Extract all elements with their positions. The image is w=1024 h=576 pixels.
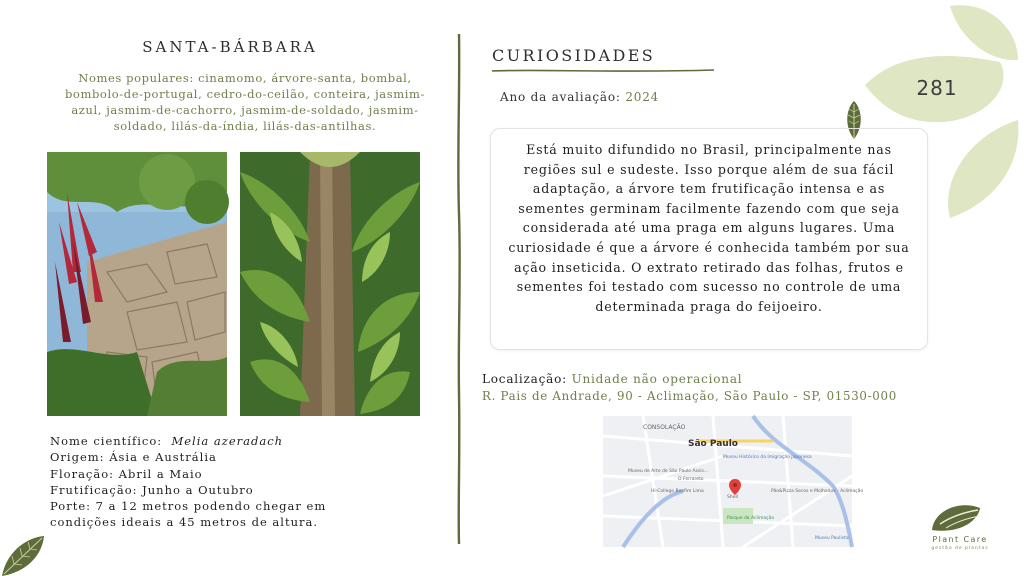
scientific-name-label: Nome científico: — [50, 434, 163, 448]
heading-underline — [492, 68, 714, 74]
plant-care-logo-icon — [920, 500, 1000, 552]
origin-row: Origem: Ásia e Austrália — [50, 450, 217, 465]
size-row: Porte: 7 a 12 metros podendo chegar em condições ideais a 45 metros de altura. — [50, 499, 327, 530]
flowering-row: Floração: Abril a Maio — [50, 466, 203, 481]
evaluation-year — [500, 90, 659, 104]
plant-facts — [50, 433, 380, 531]
map-place: Shell — [727, 495, 738, 500]
curiosities-text: Está muito difundido no Brasil, principalmente nas regiões sul e sudeste. Isso porque além de sua fácil adaptação, a árvore tem frutificação intensa e as sementes germinam facilmente fazendo com que seja considerada até uma praga em alguns lugares. Uma curiosidade é que a árvore é conhecida também por sua ação inseticida. O extrato retirado das folhas, frutos e sementes foi testado com sucesso no controle de uma determinada praga do feijoeiro. — [508, 142, 910, 314]
map-place: Hi-College Bonfim Lima — [651, 489, 704, 494]
plant-photo-wall — [47, 152, 227, 416]
map-place: Museu de Arte de São Paulo Assis... — [628, 469, 709, 474]
plant-title: SANTA-BÁRBARA — [142, 38, 318, 56]
map-place: Pão&Pizza Secos e Molhados - Aclimação — [771, 489, 864, 494]
scientific-name-row — [50, 433, 380, 449]
popular-names: Nomes populares: cinamomo, árvore-santa, bombal, bombolo-de-portugal, cedro-do-ceilão, conteira, jasmim-azul, jasmim-de-cachorro, jasmim-de-soldado, jasmim-soldado, lilás-da-índia, lilás-das-antilhas. — [64, 71, 426, 133]
address: R. Pais de Andrade, 90 - Aclimação, São Paulo - SP, 01530-000 — [482, 389, 897, 403]
location-value: Unidade não operacional — [571, 372, 743, 386]
brand-tagline: gestão de plantas — [931, 546, 989, 551]
brand-name: Plant Care — [932, 535, 988, 544]
curiosities-heading: CURIOSIDADES — [492, 46, 656, 65]
map-place: O Ferrareto — [678, 477, 704, 482]
map-district: CONSOLAÇÃO — [643, 424, 686, 431]
map-place: Museu Paulista — [815, 536, 849, 541]
leaf-icon — [0, 532, 48, 576]
location-row — [482, 372, 742, 386]
location-label: Localização: — [482, 372, 567, 386]
plant-photo-trunk — [240, 152, 420, 416]
location-map[interactable] — [603, 416, 864, 547]
map-place: Museu Histórico da Imigração Japonesa — [723, 455, 812, 460]
scientific-name-value: Melia azeradach — [171, 434, 284, 448]
map-city: São Paulo — [688, 439, 738, 449]
evaluation-year-label: Ano da avaliação: — [500, 90, 621, 104]
evaluation-year-value: 2024 — [625, 90, 660, 104]
column-divider — [452, 34, 466, 544]
fruiting-row: Frutificação: Junho a Outubro — [50, 482, 254, 497]
map-place: Parque da Aclimação — [727, 516, 775, 521]
curiosities-card — [490, 128, 928, 350]
page-number: 281 — [916, 76, 958, 100]
